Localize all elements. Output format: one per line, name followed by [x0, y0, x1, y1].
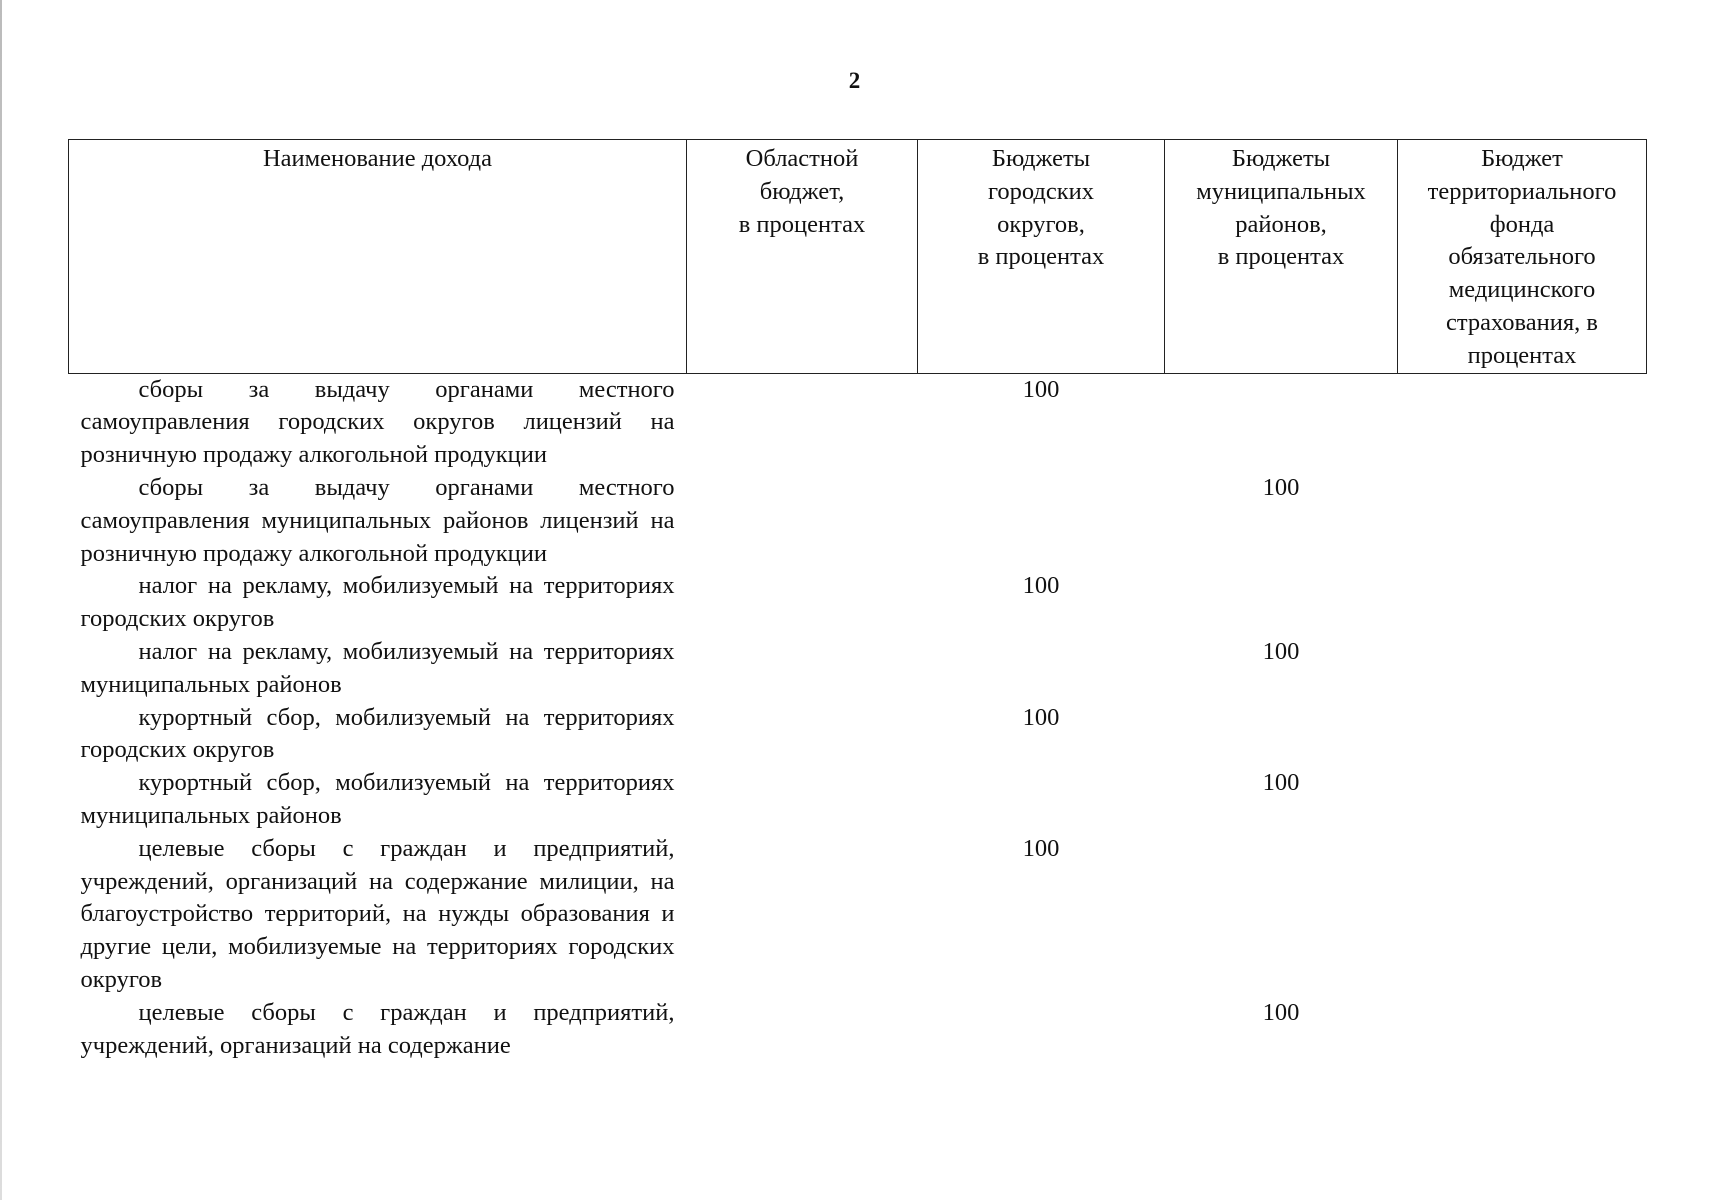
table-row — [69, 767, 1647, 833]
regional-percent — [687, 373, 918, 472]
header-line: фонда — [1489, 210, 1555, 238]
income-name: налог на рекламу, мобилизуемый на территориях городских округов — [80, 572, 675, 633]
municipal-districts-percent: 100 — [1262, 473, 1300, 501]
header-line: Бюджет — [1481, 145, 1563, 172]
municipal-districts-percent: 100 — [1262, 637, 1300, 665]
regional-percent — [687, 833, 918, 997]
header-line: Областной — [745, 145, 859, 172]
header-line: в процентах — [977, 243, 1105, 271]
table-row — [69, 833, 1647, 997]
header-line: обязательного — [1448, 243, 1596, 271]
header-income-name — [69, 140, 687, 374]
regional-percent — [687, 570, 918, 636]
municipal-districts-percent: 100 — [1262, 998, 1300, 1026]
income-name-cell — [69, 472, 687, 570]
header-regional-budget — [687, 140, 918, 374]
regional-percent — [687, 997, 918, 1063]
header-line: территориального — [1427, 177, 1617, 205]
income-name: сборы за выдачу органами местного самоуправления муниципальных районов лицензий на розничную продажу алкогольной продукции — [80, 473, 675, 567]
city-districts-percent — [918, 997, 1165, 1063]
table-row — [69, 472, 1647, 570]
income-name-cell — [69, 833, 687, 997]
health-fund-percent — [1398, 997, 1647, 1063]
header-line: в процентах — [1217, 243, 1345, 271]
header-line: страхования, в — [1445, 308, 1598, 336]
health-fund-percent — [1398, 833, 1647, 997]
regional-percent — [687, 472, 918, 570]
health-fund-percent — [1398, 636, 1647, 702]
header-line: Бюджеты — [991, 145, 1091, 172]
city-districts-percent: 100 — [1022, 834, 1060, 862]
table-row — [69, 373, 1647, 472]
income-name: курортный сбор, мобилизуемый на территориях городских округов — [80, 703, 675, 764]
municipal-districts-percent — [1165, 373, 1398, 472]
health-fund-percent — [1398, 570, 1647, 636]
city-districts-percent — [918, 636, 1165, 702]
health-fund-percent — [1398, 472, 1647, 570]
header-line: медицинского — [1448, 276, 1596, 304]
table-header — [69, 140, 1647, 374]
city-districts-percent — [918, 767, 1165, 833]
header-line: округов, — [997, 210, 1085, 238]
income-name-cell — [69, 570, 687, 636]
header-line: процентах — [1467, 341, 1577, 369]
regional-percent — [687, 767, 918, 833]
municipal-districts-percent — [1165, 833, 1398, 997]
header-line: районов, — [1235, 210, 1327, 238]
income-name: целевые сборы с граждан и предприятий, учреждений, организаций на содержание — [80, 998, 675, 1059]
header-line: муниципальных — [1196, 177, 1366, 205]
municipal-districts-percent — [1165, 570, 1398, 636]
income-distribution-table — [68, 139, 1647, 1062]
header-line: городских — [987, 177, 1095, 205]
header-city-districts-budget — [918, 140, 1165, 374]
table-body — [69, 373, 1647, 1062]
municipal-districts-percent: 100 — [1262, 769, 1300, 797]
header-health-fund-budget — [1398, 140, 1647, 374]
header-line: в процентах — [738, 210, 866, 238]
income-name: налог на рекламу, мобилизуемый на территориях муниципальных районов — [80, 637, 675, 698]
page-edge — [0, 0, 2, 1200]
city-districts-percent: 100 — [1022, 572, 1060, 600]
health-fund-percent — [1398, 373, 1647, 472]
regional-percent — [687, 636, 918, 702]
income-name: сборы за выдачу органами местного самоуправления городских округов лицензий на розничную продажу алкогольной продукции — [80, 375, 675, 469]
income-name-cell — [69, 636, 687, 702]
header-line: Бюджеты — [1231, 145, 1331, 172]
income-name-cell — [69, 373, 687, 472]
table-row — [69, 702, 1647, 768]
header-row — [69, 140, 1647, 374]
page-number: 2 — [848, 68, 861, 93]
income-name-cell — [69, 767, 687, 833]
table-row — [69, 636, 1647, 702]
city-districts-percent — [918, 472, 1165, 570]
city-districts-percent: 100 — [1022, 375, 1060, 403]
city-districts-percent: 100 — [1022, 703, 1060, 731]
income-name: курортный сбор, мобилизуемый на территориях муниципальных районов — [80, 769, 675, 829]
regional-percent — [687, 702, 918, 768]
header-municipal-districts-budget — [1165, 140, 1398, 374]
table-row — [69, 997, 1647, 1063]
municipal-districts-percent — [1165, 702, 1398, 768]
table-row — [69, 570, 1647, 636]
header-line: Наименование дохода — [262, 145, 493, 172]
health-fund-percent — [1398, 702, 1647, 768]
income-name-cell — [69, 997, 687, 1063]
health-fund-percent — [1398, 767, 1647, 833]
income-name: целевые сборы с граждан и предприятий, учреждений, организаций на содержание милиции, на благоустройство территорий, на нужды образования и другие цели, мобилизуемые на территориях городских округов — [80, 834, 675, 993]
income-name-cell — [69, 702, 687, 768]
header-line: бюджет, — [759, 177, 845, 205]
